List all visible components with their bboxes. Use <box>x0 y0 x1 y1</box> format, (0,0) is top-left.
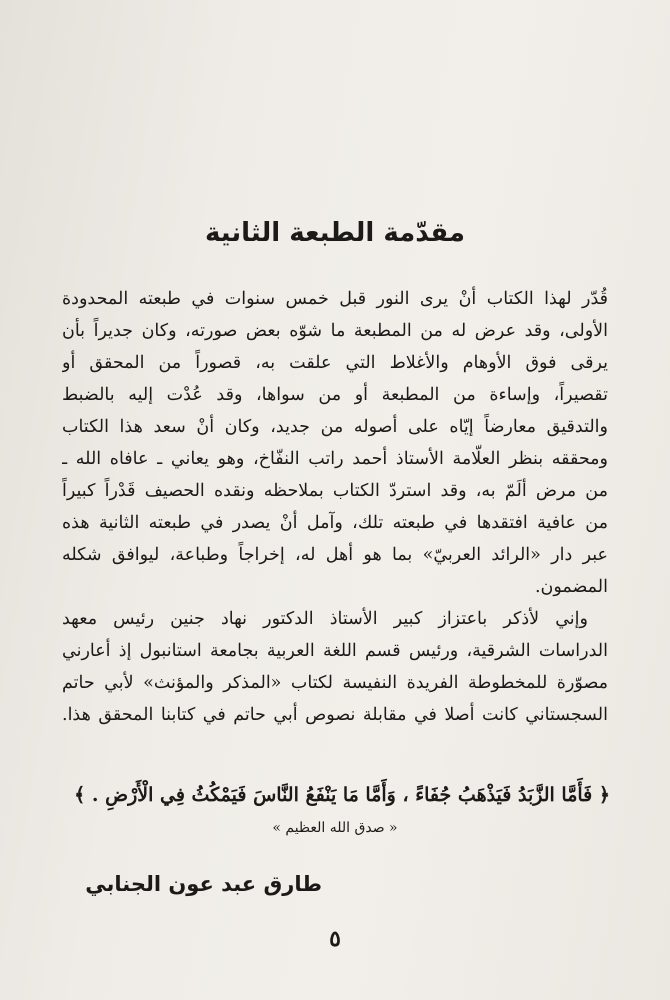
quran-verse: ﴿ فَأَمَّا الزَّبَدُ فَيَذْهَبُ جُفَاءً ، وَأَمَّا مَا يَنْفَعُ النَّاسَ فَيَمْكُثُ فِي الْأَرْضِ . ﴾ <box>74 784 610 806</box>
paragraph-2-line: وإني لأذكر باعتزاز كبير الأستاذ الدكتور نهاد جنين رئيس معهد <box>62 609 588 629</box>
paragraph-1-line: عبر دار «الرائد العربيّ» بما هو أهل له، إخراجاً وطباعة، ليوافق شكله <box>62 545 608 565</box>
paragraph-1-line: والتدقيق معارضاً إيّاه على أصوله من جديد، وكان أنْ سعد هذا الكتاب <box>62 417 608 437</box>
paragraph-1-line: الأولى، وقد عرض له من المطبعة ما شوّه بعض صورته، وكان جديراً بأن <box>62 321 608 341</box>
paragraph-1-line: قُدّر لهذا الكتاب أنْ يرى النور قبل خمس سنوات في طبعته المحدودة <box>62 289 608 309</box>
paragraph-2-line: الدراسات الشرقية، ورئيس قسم اللغة العربية بجامعة استانبول إذ أعارني <box>62 641 608 661</box>
paragraph-1-line: من عافية افتقدها في طبعته تلك، وآمل أنْ يصدر في طبعته الثانية هذه <box>62 513 608 533</box>
paragraph-1-line: المضمون. <box>534 577 608 597</box>
page-title: مقدّمة الطبعة الثانية <box>204 218 466 248</box>
page-number: ٥ <box>329 926 341 952</box>
paragraph-1-line: ومحققه بنظر العلّامة الأستاذ أحمد راتب النفّاخ، وهو يعاني ـ عافاه الله ـ <box>62 449 608 469</box>
author-signature: طارق عبد عون الجنابي <box>85 872 322 896</box>
paragraph-1-line: من مرض ألَمّ به، وقد استردّ الكتاب بملاحظه ونقده الحصيف قَدْراً كبيراً <box>62 481 608 501</box>
paragraph-1-line: يرقى فوق الأوهام والأغلاط التي علقت به، قصوراً من المحقق أو <box>62 353 608 373</box>
paragraph-2-line: السجستاني كانت أصلا في مقابلة نصوص أبي حاتم في كتابنا المحقق هذا. <box>62 705 608 725</box>
introduction-text <box>62 283 608 731</box>
paragraph-1-line: تقصيراً، وإساءة من المطبعة أو من سواها، وقد عُدْت إليه بالضبط <box>62 385 608 405</box>
verse-attribution: « صدق الله العظيم » <box>272 820 398 836</box>
paragraph-2-line: مصوّرة للمخطوطة الفريدة النفيسة لكتاب «المذكر والمؤنث» لأبي حاتم <box>62 673 608 693</box>
